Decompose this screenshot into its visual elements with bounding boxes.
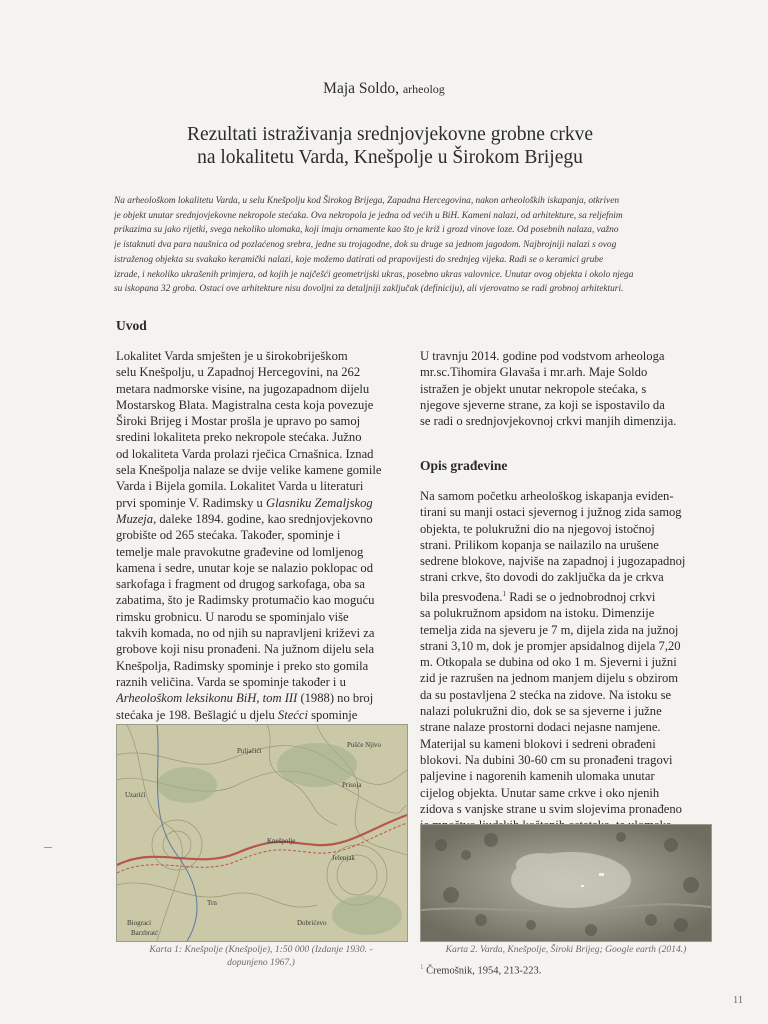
map-2-caption: Karta 2. Varda, Knešpolje, Široki Brijeg; Google earth (2014.) bbox=[445, 944, 687, 955]
italic-journal-title: Glasniku Zemaljskog bbox=[265, 495, 373, 510]
map-label: Uzarići bbox=[125, 791, 146, 799]
paragraph-line: da su postavljena 2 stećka na zidove. Na istoku se bbox=[420, 687, 672, 702]
footnote-ref: 1 bbox=[502, 589, 507, 598]
abstract-line: istraženog objekta su svakako keramički nalazi, koje možemo datirati od prapovijesti do srednjeg vijeka. Radi se o keramici grube bbox=[114, 254, 604, 265]
title-line-1: Rezultati istraživanja srednjovjekovne grobne crkve bbox=[186, 124, 594, 145]
map-label: Dobrićevo bbox=[297, 919, 327, 927]
map-label: Jelenjak bbox=[332, 854, 355, 862]
line-text: (1988) no broj bbox=[297, 691, 374, 706]
paragraph-line: kamena i sedre, unutar koje se nalazio poklopac od bbox=[116, 560, 374, 575]
paragraph-line: Varda i Bijela gomila. Lokalitet Varda u literaturi bbox=[116, 479, 364, 494]
paragraph-line: temelje male pravokutne građevine od lomljenog bbox=[116, 544, 364, 559]
paragraph-line: sela Knešpolja nalaze se dvije velike kamene gomile bbox=[116, 463, 382, 478]
abstract bbox=[114, 194, 710, 297]
line-text: stećaka je 198. Bešlagić u djelu bbox=[116, 707, 278, 722]
paragraph-line: cijelog objekta. Unutar same crkve i oko njenih bbox=[420, 785, 660, 800]
italic-journal-title-cont: Muzeja bbox=[116, 511, 154, 526]
footnote bbox=[420, 963, 541, 977]
line-text: prvi spominje V. Radimsky u bbox=[116, 495, 266, 510]
map-label: Knešpolje bbox=[267, 837, 296, 845]
paragraph-line: strani. Prilikom kopanja se nailazilo na urušene bbox=[420, 537, 659, 552]
paragraph-line: U travnju 2014. godine pod vodstvom arheologa bbox=[420, 349, 665, 363]
paragraph-line: grobove koji nisu pronađeni. Na južnom dijelu sela bbox=[116, 642, 375, 657]
paragraph-line: zid je razrušen na jednom manjem dijelu s obzirom bbox=[420, 671, 679, 686]
right-column-intro bbox=[420, 348, 712, 429]
paragraph-line bbox=[116, 495, 406, 511]
paragraph-line: paljevine i nagorenih kamenih ulomaka unutar bbox=[420, 769, 655, 784]
paragraph-line: zabatima, što je Radimsky protumačio kao moguću bbox=[116, 593, 375, 608]
abstract-line: prikazima su jako rijetki, svega nekoliko ulomaka, koji imaju ornamente kao što je križ i grozd vinove loze. Od posebnih nalaza, važno bbox=[114, 225, 619, 236]
paragraph-line: sedrene blokove, najviše na zapadnoj i jugozapadnoj bbox=[420, 554, 686, 569]
italic-lexicon-title: Arheološkom leksikonu BiH, tom III bbox=[116, 691, 298, 706]
line-text: spominje bbox=[308, 707, 358, 722]
section-heading-uvod: Uvod bbox=[116, 318, 147, 333]
paragraph-line bbox=[420, 586, 712, 605]
article-title bbox=[120, 123, 660, 169]
right-column-text bbox=[420, 488, 712, 850]
paragraph-line: Knešpolja, Radimsky spominje i preko sto gomila bbox=[116, 658, 369, 673]
margin-mark bbox=[44, 847, 52, 848]
paragraph-line: Mostarskog Blata. Magistralna cesta koja povezuje bbox=[116, 397, 374, 412]
paragraph-line: Lokalitet Varda smješten je u širokobriješkom bbox=[116, 349, 348, 363]
title-line-2: na lokalitetu Varda, Knešpolje u Širokom Brijegu bbox=[197, 147, 583, 168]
topographic-map-drawing bbox=[117, 725, 407, 941]
paragraph-line: mr.sc.Tihomira Glavaša i mr.arh. Maje Soldo bbox=[420, 365, 648, 380]
topographic-map-figure bbox=[116, 724, 408, 942]
line-text: , daleke 1894. godine, kao srednjovjekovno bbox=[153, 511, 373, 526]
map-label: Barzbratć bbox=[131, 929, 159, 937]
paragraph-line: od lokaliteta Varda prolazi rječica Crnašnica. Iznad bbox=[116, 446, 374, 461]
paragraph-line: temelja zida na sjeveru je 7 m, dijela zida na južnoj bbox=[420, 622, 679, 637]
paragraph-line: strani crkve, što dovodi do zaključka da je crkva bbox=[420, 570, 664, 585]
abstract-line: je istaknuti dva para naušnica od pozlaćenog srebra, jedne su trojagodne, dok su druge sa jednom jagodom. Najbrojniji nalazi s ovog bbox=[114, 240, 617, 251]
paragraph-line: metara nadmorske visine, na jugozapadnom dijelu bbox=[116, 381, 370, 396]
map-label: Biograci bbox=[127, 919, 152, 927]
paragraph-line: takvih komada, no od njih su napravljeni križevi za bbox=[116, 626, 375, 641]
paragraph-line: istražen je objekt unutar nekropole stećaka, s bbox=[420, 381, 647, 396]
paragraph-line: raznih veličina. Varda se spominje također i u bbox=[116, 674, 346, 689]
caption-line: dopunjeno 1967.) bbox=[227, 957, 295, 968]
paragraph-line: strani 3,10 m, dok je promjer apsidalnog dijela 7,20 bbox=[420, 638, 681, 653]
section-heading-opis: Opis građevine bbox=[420, 458, 508, 473]
paragraph-line: sredini lokaliteta preko nekropole stećaka. Južno bbox=[116, 430, 362, 445]
paragraph-line: grobište od 265 stećaka. Također, spominje i bbox=[116, 528, 341, 543]
paragraph-line: njegove sjeverne strane, za koji se ispostavilo da bbox=[420, 397, 665, 412]
paragraph-line: nalazi polukružni dio, dok se sa sjeverne i južne bbox=[420, 704, 662, 719]
map-label: Trn bbox=[207, 899, 217, 907]
paragraph-line: zidova s vanjske strane u svim slojevima pronađeno bbox=[420, 801, 682, 816]
paragraph-line: se radi o srednjovjekovnoj crkvi manjih dimenzija. bbox=[420, 414, 677, 429]
author-line bbox=[0, 80, 768, 98]
abstract-line: izrade, i nekoliko ukrašenih primjera, od kojih je najčešći geometrijski ukras, posebno ukras valovnice. Unutar ovog objekta i okolo njega bbox=[114, 269, 634, 280]
paragraph-line: blokovi. Na dubini 30-60 cm su pronađeni tragovi bbox=[420, 752, 673, 767]
footnote-number: 1 bbox=[420, 963, 424, 971]
caption-line: Karta 1: Knešpolje (Knešpolje), 1:50 000 (Izdanje 1930. - bbox=[149, 944, 373, 955]
map-label: Puljačići bbox=[237, 747, 262, 755]
left-column-text bbox=[116, 348, 406, 739]
paragraph-line: strane nalaze prostorni dodaci nejasne namjene. bbox=[420, 720, 661, 735]
author-name: Maja Soldo, bbox=[323, 80, 399, 97]
paragraph-line: rimsku grobnicu. U narodu se spominjalo više bbox=[116, 609, 349, 624]
page-number: 11 bbox=[733, 995, 744, 1006]
paragraph-line: objekta, te polukružni dio na njegovoj istočnoj bbox=[420, 521, 655, 536]
paragraph-line bbox=[116, 690, 406, 706]
abstract-line: su iskopana 32 groba. Ostaci ove arhitekture nisu dovoljni za detaljniji zaključak (definiciju), ali vjerovatno se radi grobnoj arhitekturi. bbox=[114, 284, 624, 295]
paragraph-line: sarkofaga i fragment od drugog sarkofaga, oba sa bbox=[116, 577, 365, 592]
paragraph-line: Široki Brijeg i Mostar prošla je upravo po samoj bbox=[116, 414, 361, 429]
satellite-image-figure bbox=[420, 824, 712, 942]
map-label: Prisoja bbox=[342, 781, 362, 789]
paragraph-line: Na samom početku arheološkog iskapanja eviden- bbox=[420, 489, 674, 503]
line-text: bila presvođena. bbox=[420, 589, 503, 604]
paragraph-line: sa polukružnom apsidom na istoku. Dimenzije bbox=[420, 606, 655, 621]
paragraph-line bbox=[116, 707, 406, 723]
paragraph-line: selu Knešpolju, u Zapadnoj Hercegovini, na 262 bbox=[116, 365, 361, 380]
paragraph-line: m. Otkopala se dubina od oko 1 m. Sjeverni i južni bbox=[420, 655, 677, 670]
abstract-line: Na arheološkom lokalitetu Varda, u selu Knešpolju kod Širokog Brijega, Zapadna Hercegovina, nakon arheoloških iskapanja, otkriven bbox=[114, 196, 620, 206]
footnote-text: Čremošnik, 1954, 213-223. bbox=[426, 965, 542, 977]
line-text: Radi se o jednobrodnoj crkvi bbox=[509, 589, 656, 604]
author-role: arheolog bbox=[402, 82, 445, 96]
satellite-image-drawing bbox=[421, 825, 711, 941]
paragraph-line: Materijal su kameni blokovi i sedreni obrađeni bbox=[420, 736, 656, 751]
map-1-caption bbox=[116, 943, 406, 969]
abstract-line: je objekt unutar srednjovjekovne nekropole stećaka. Ova nekropola je jedna od većih u BiH. Kameni nalazi, od arhitekture, sa reljefnim bbox=[114, 210, 623, 221]
paragraph-line: tirani su manji ostaci sjevernog i južnog zida samog bbox=[420, 505, 682, 520]
paragraph-line bbox=[116, 511, 406, 527]
italic-book-title: Stećci bbox=[277, 707, 308, 722]
map-label: Pušće Njivo bbox=[347, 741, 382, 749]
